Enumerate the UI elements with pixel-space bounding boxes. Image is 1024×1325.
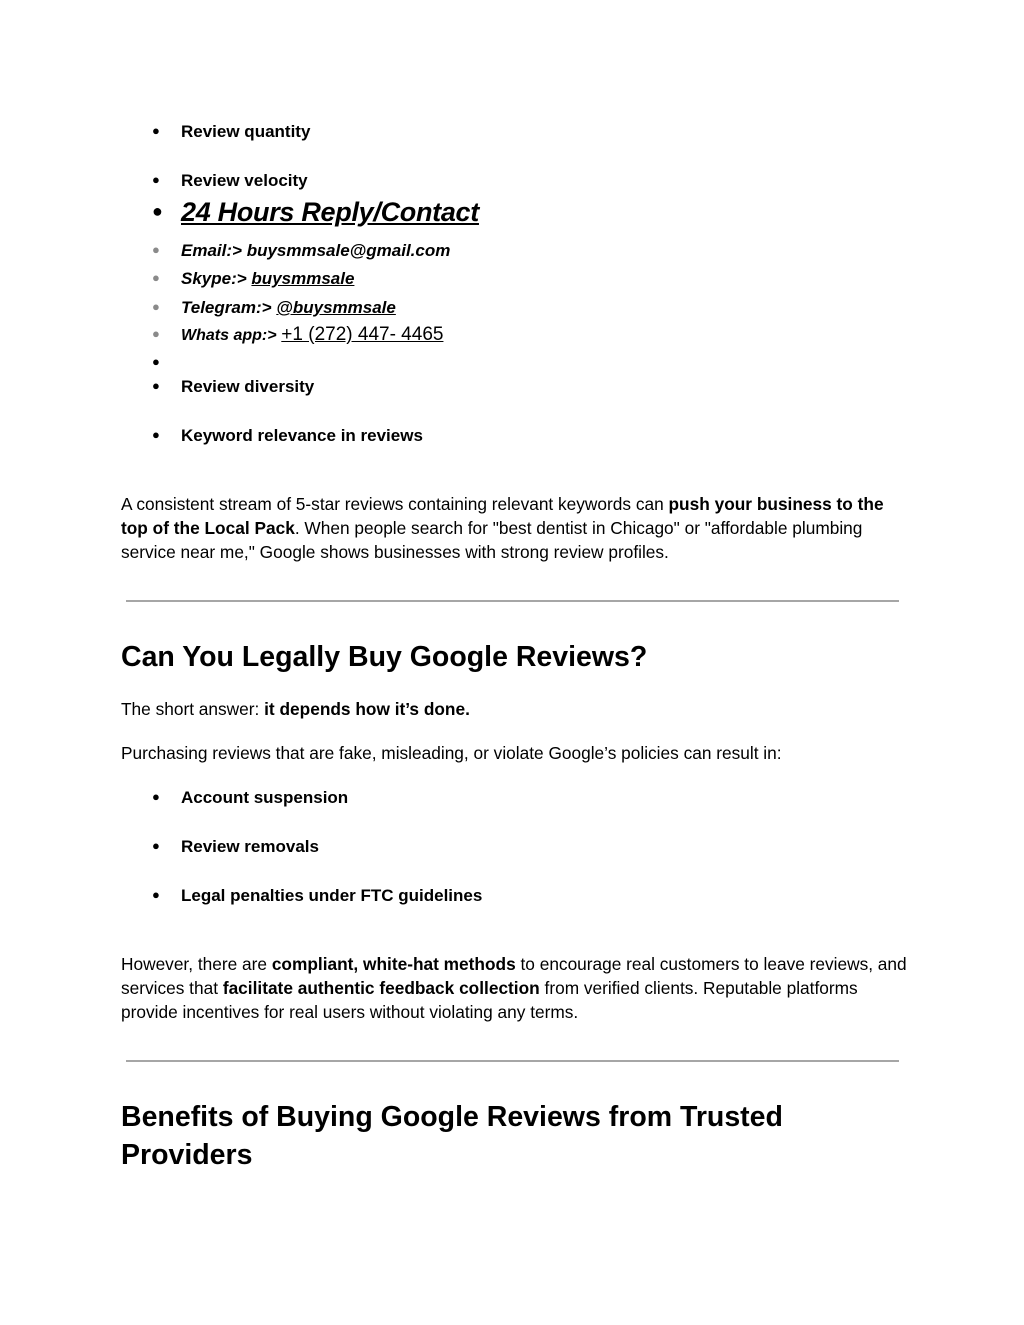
- horizontal-rule: [126, 1060, 899, 1062]
- bullet-icon: ●: [152, 270, 160, 285]
- telegram-link[interactable]: @buysmmsale: [276, 298, 396, 317]
- horizontal-rule: [126, 600, 899, 602]
- list-item: ● Keyword relevance in reviews: [152, 426, 423, 445]
- bullet-icon: ●: [152, 354, 160, 369]
- section-heading: Can You Legally Buy Google Reviews?: [121, 641, 648, 673]
- list-item: ● Account suspension: [152, 788, 349, 807]
- bullet-icon: ●: [152, 887, 160, 902]
- email-line: ● Email:> buysmmsale@gmail.com: [152, 241, 451, 260]
- paragraph: However, there are compliant, white-hat methods to encourage real customers to leave reviews, and services that facilitate authentic feedback collection from verified clients. Reputable platforms provide incentives for real users without violating any terms.: [121, 954, 907, 1022]
- bullet-icon: ●: [152, 427, 160, 442]
- bullet-icon: ●: [152, 838, 160, 853]
- paragraph: A consistent stream of 5-star reviews containing relevant keywords can push your business to the top of the Local Pack. When people search for "best dentist in Chicago" or "affordable plumbing service near me," Google shows businesses with strong review profiles.: [121, 494, 884, 562]
- paragraph: Purchasing reviews that are fake, misleading, or violate Google’s policies can result in:: [121, 743, 782, 763]
- bullet-icon: ●: [152, 789, 160, 804]
- list-item: ● Review diversity: [152, 377, 315, 396]
- paragraph: The short answer: it depends how it’s done.: [121, 699, 470, 719]
- list-item: ● Review quantity: [152, 122, 311, 141]
- whatsapp-line: ● Whats app:> +1 (272) 447- 4465: [152, 324, 444, 345]
- list-item: ● Legal penalties under FTC guidelines: [152, 886, 483, 905]
- skype-line: ● Skype:> buysmmsale: [152, 269, 355, 288]
- bullet-icon: ●: [152, 172, 160, 187]
- bullet-icon: ●: [152, 201, 163, 221]
- bullet-icon: ●: [152, 242, 160, 257]
- telegram-line: ● Telegram:> @buysmmsale: [152, 298, 396, 317]
- bullet-icon: ●: [152, 299, 160, 314]
- bullet-icon: ●: [152, 378, 160, 393]
- bullet-icon: ●: [152, 123, 160, 138]
- list-item: ● Review removals: [152, 837, 319, 856]
- section-heading: Benefits of Buying Google Reviews from Trusted Providers: [121, 1101, 783, 1171]
- empty-list-item: [152, 351, 181, 374]
- list-item: ● Review velocity: [152, 171, 308, 190]
- bullet-icon: ●: [152, 326, 160, 341]
- skype-link[interactable]: buysmmsale: [251, 269, 355, 288]
- email-value: buysmmsale@gmail.com: [246, 241, 451, 260]
- contact-heading: ● 24 Hours Reply/Contact: [152, 194, 479, 229]
- whatsapp-link[interactable]: +1 (272) 447- 4465: [281, 324, 444, 345]
